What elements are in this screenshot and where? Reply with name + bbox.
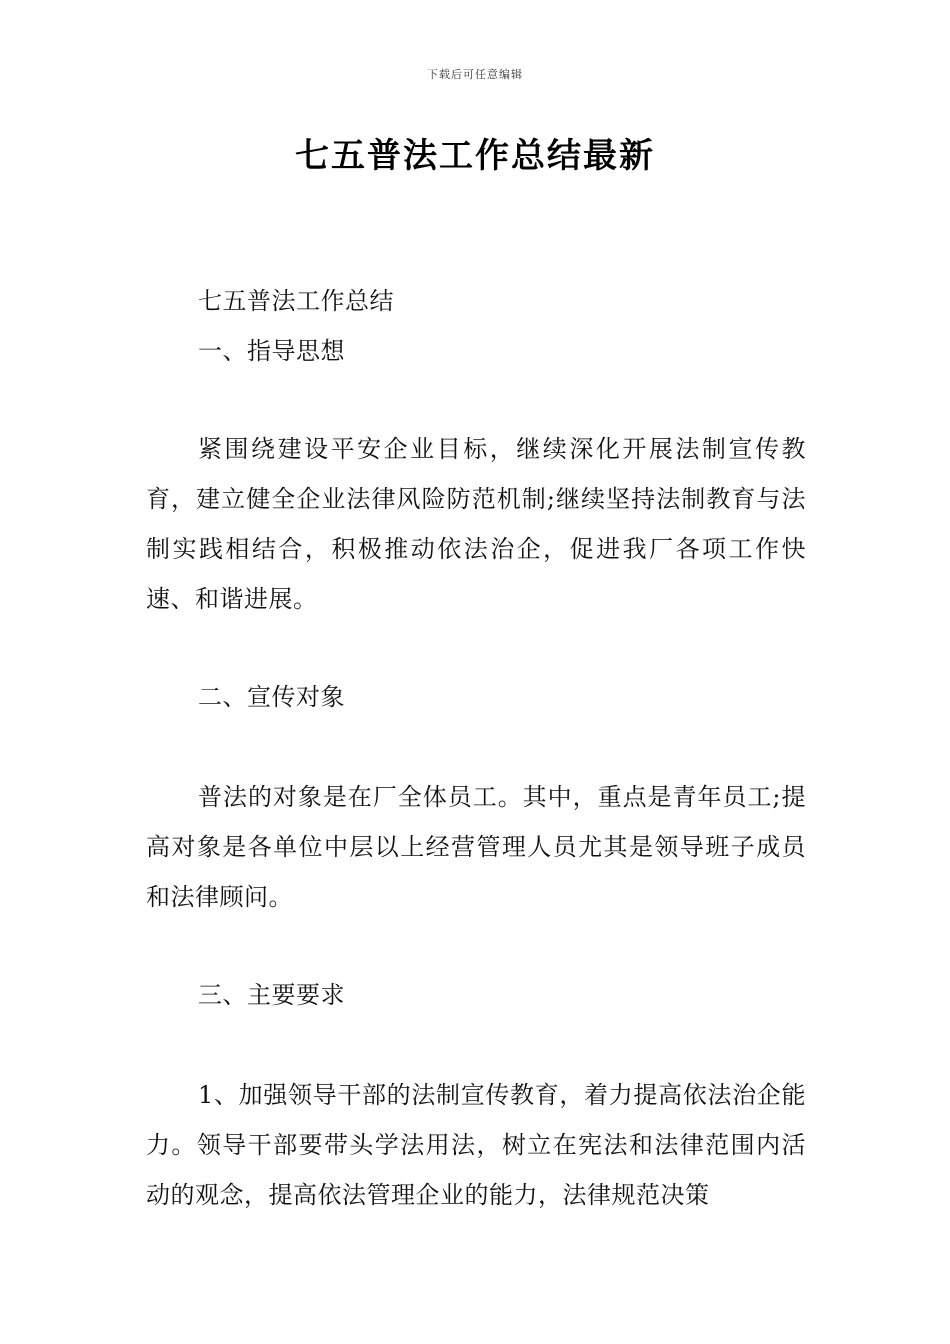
section-2-paragraph: 普法的对象是在厂全体员工。其中，重点是青年员工;提高对象是各单位中层以上经营管理人员尤其是领导班子成员和法律顾问。 bbox=[146, 783, 806, 911]
section-1-paragraph: 紧围绕建设平安企业目标，继续深化开展法制宣传教育，建立健全企业法律风险防范机制;继续坚持法制教育与法制实践相结合，积极推动依法治企，促进我厂各项工作快速、和谐进展。 bbox=[146, 435, 806, 613]
document-title: 七五普法工作总结最新 bbox=[295, 136, 655, 176]
document-subtitle: 七五普法工作总结 bbox=[198, 287, 394, 315]
section-1-heading: 一、指导思想 bbox=[198, 337, 345, 365]
header-note: 下载后可任意编辑 bbox=[427, 68, 523, 81]
section-3-paragraph: 1、加强领导干部的法制宣传教育，着力提高依法治企能力。领导干部要带头学法用法，树立在宪法和法律范围内活动的观念，提高依法管理企业的能力，法律规范决策 bbox=[146, 1081, 806, 1209]
section-3-heading: 三、主要要求 bbox=[198, 981, 345, 1009]
section-2-heading: 二、宣传对象 bbox=[198, 683, 345, 711]
